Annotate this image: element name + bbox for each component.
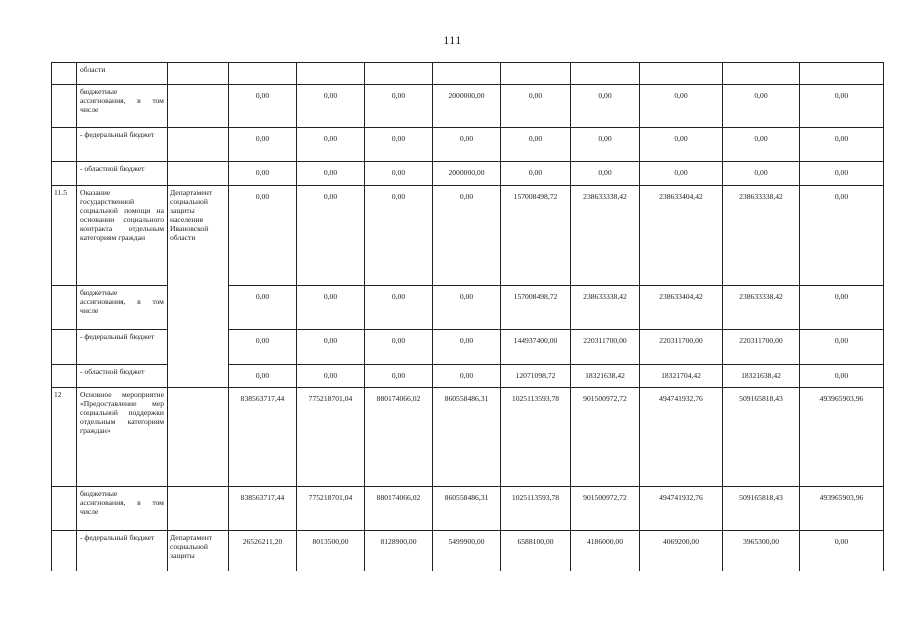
value-cell: 0,00 xyxy=(800,286,884,330)
value-cell: 0,00 xyxy=(297,85,365,128)
value-cell: 0,00 xyxy=(501,85,571,128)
row-index xyxy=(52,531,77,571)
row-organization xyxy=(168,85,229,128)
value-cell: 494741932,76 xyxy=(640,487,723,531)
value-cell: 0,00 xyxy=(433,186,501,286)
value-cell: 220311700,00 xyxy=(723,330,800,365)
row-description: - федеральный бюджет xyxy=(77,531,168,571)
value-cell: 0,00 xyxy=(800,531,884,571)
value-cell: 4069200,00 xyxy=(640,531,723,571)
value-cell: 220311700,00 xyxy=(640,330,723,365)
value-cell: 0,00 xyxy=(501,128,571,162)
value-cell: 0,00 xyxy=(433,365,501,388)
value-cell: 0,00 xyxy=(640,162,723,186)
value-cell: 0,00 xyxy=(229,85,297,128)
value-cell xyxy=(571,63,640,85)
value-cell: 0,00 xyxy=(800,186,884,286)
value-cell: 0,00 xyxy=(365,365,433,388)
row-index xyxy=(52,330,77,365)
table-row xyxy=(52,487,884,531)
value-cell: 4186000,00 xyxy=(571,531,640,571)
row-description: бюджетные ассигнования, в том числе xyxy=(77,85,168,128)
value-cell: 0,00 xyxy=(571,162,640,186)
row-description: - областной бюджет xyxy=(77,162,168,186)
value-cell: 1025113593,78 xyxy=(501,487,571,531)
value-cell: 3965300,00 xyxy=(723,531,800,571)
value-cell: 238633338,42 xyxy=(723,186,800,286)
row-description: Оказание государственной социальной помощи на основании социального контракта отдельным категориям граждан xyxy=(77,186,168,286)
value-cell: 0,00 xyxy=(640,128,723,162)
row-description: бюджетные ассигнования, в том числе xyxy=(77,286,168,330)
value-cell: 0,00 xyxy=(433,286,501,330)
value-cell: 0,00 xyxy=(297,186,365,286)
value-cell: 0,00 xyxy=(800,128,884,162)
value-cell xyxy=(501,63,571,85)
value-cell xyxy=(723,63,800,85)
row-organization xyxy=(168,128,229,162)
value-cell: 880174066,02 xyxy=(365,388,433,487)
row-description: - федеральный бюджет xyxy=(77,128,168,162)
value-cell xyxy=(800,63,884,85)
value-cell: 0,00 xyxy=(433,330,501,365)
value-cell: 5499900,00 xyxy=(433,531,501,571)
value-cell: 493965903,96 xyxy=(800,388,884,487)
row-index: 12 xyxy=(52,388,77,487)
value-cell: 238633338,42 xyxy=(723,286,800,330)
value-cell: 18321638,42 xyxy=(571,365,640,388)
page-number: 111 xyxy=(443,33,462,47)
table-row xyxy=(52,85,884,128)
row-description: бюджетные ассигнования, в том числе xyxy=(77,487,168,531)
value-cell: 0,00 xyxy=(297,286,365,330)
row-organization: Департамент социальной защиты xyxy=(168,531,229,571)
value-cell: 238633404,42 xyxy=(640,286,723,330)
value-cell: 0,00 xyxy=(800,365,884,388)
value-cell: 8013500,00 xyxy=(297,531,365,571)
value-cell: 144937400,00 xyxy=(501,330,571,365)
value-cell xyxy=(640,63,723,85)
row-index xyxy=(52,63,77,85)
value-cell: 838563717,44 xyxy=(229,487,297,531)
value-cell: 2000000,00 xyxy=(433,162,501,186)
value-cell: 0,00 xyxy=(365,128,433,162)
value-cell: 238633404,42 xyxy=(640,186,723,286)
value-cell: 509165818,43 xyxy=(723,388,800,487)
row-organization xyxy=(168,487,229,531)
value-cell: 0,00 xyxy=(229,365,297,388)
row-organization: Департамент социальной защиты населения Ивановской области xyxy=(168,186,229,388)
row-description: Основное мероприятие «Предоставление мер социальной поддержки отдельным категориям граждан» xyxy=(77,388,168,487)
value-cell: 0,00 xyxy=(723,128,800,162)
table-row xyxy=(52,186,884,286)
value-cell: 0,00 xyxy=(571,128,640,162)
row-description: - областной бюджет xyxy=(77,365,168,388)
row-index xyxy=(52,286,77,330)
value-cell: 0,00 xyxy=(800,85,884,128)
value-cell: 0,00 xyxy=(297,128,365,162)
table-row xyxy=(52,531,884,571)
row-description: - федеральный бюджет xyxy=(77,330,168,365)
value-cell: 838563717,44 xyxy=(229,388,297,487)
value-cell: 860558486,31 xyxy=(433,487,501,531)
value-cell: 0,00 xyxy=(229,162,297,186)
row-organization xyxy=(168,388,229,487)
table-row xyxy=(52,388,884,487)
value-cell: 860558486,31 xyxy=(433,388,501,487)
value-cell: 0,00 xyxy=(297,162,365,186)
budget-table xyxy=(51,62,884,571)
value-cell: 0,00 xyxy=(229,186,297,286)
value-cell: 0,00 xyxy=(365,162,433,186)
row-index xyxy=(52,487,77,531)
value-cell: 493965903,96 xyxy=(800,487,884,531)
value-cell xyxy=(433,63,501,85)
value-cell: 1025113593,78 xyxy=(501,388,571,487)
value-cell: 0,00 xyxy=(297,330,365,365)
value-cell: 238633338,42 xyxy=(571,186,640,286)
value-cell: 509165818,43 xyxy=(723,487,800,531)
row-index xyxy=(52,85,77,128)
table-row xyxy=(52,63,884,85)
value-cell xyxy=(365,63,433,85)
table-row xyxy=(52,128,884,162)
table-row xyxy=(52,162,884,186)
value-cell: 0,00 xyxy=(297,365,365,388)
value-cell: 0,00 xyxy=(229,286,297,330)
value-cell: 157008498,72 xyxy=(501,286,571,330)
row-organization xyxy=(168,63,229,85)
value-cell: 494741932,76 xyxy=(640,388,723,487)
value-cell: 0,00 xyxy=(800,162,884,186)
value-cell: 0,00 xyxy=(229,330,297,365)
value-cell: 26526211,20 xyxy=(229,531,297,571)
value-cell: 157008498,72 xyxy=(501,186,571,286)
row-index xyxy=(52,365,77,388)
value-cell: 18321638,42 xyxy=(723,365,800,388)
value-cell: 12071098,72 xyxy=(501,365,571,388)
value-cell xyxy=(297,63,365,85)
row-index xyxy=(52,162,77,186)
value-cell: 0,00 xyxy=(800,330,884,365)
value-cell: 2000000,00 xyxy=(433,85,501,128)
row-description: области xyxy=(77,63,168,85)
row-index xyxy=(52,128,77,162)
value-cell: 238633338,42 xyxy=(571,286,640,330)
value-cell: 0,00 xyxy=(433,128,501,162)
value-cell: 8128900,00 xyxy=(365,531,433,571)
value-cell: 220311700,00 xyxy=(571,330,640,365)
row-index: 11.5 xyxy=(52,186,77,286)
value-cell: 18321704,42 xyxy=(640,365,723,388)
value-cell: 0,00 xyxy=(365,286,433,330)
row-organization xyxy=(168,162,229,186)
value-cell: 0,00 xyxy=(640,85,723,128)
value-cell: 901500972,72 xyxy=(571,388,640,487)
value-cell: 0,00 xyxy=(571,85,640,128)
value-cell: 775218701,04 xyxy=(297,487,365,531)
value-cell: 880174066,02 xyxy=(365,487,433,531)
value-cell: 775218701,04 xyxy=(297,388,365,487)
value-cell: 0,00 xyxy=(229,128,297,162)
value-cell: 901500972,72 xyxy=(571,487,640,531)
value-cell: 0,00 xyxy=(501,162,571,186)
value-cell: 0,00 xyxy=(723,162,800,186)
value-cell: 0,00 xyxy=(365,186,433,286)
value-cell: 0,00 xyxy=(365,330,433,365)
table-body xyxy=(52,63,884,571)
value-cell: 0,00 xyxy=(365,85,433,128)
value-cell: 6588100,00 xyxy=(501,531,571,571)
value-cell xyxy=(229,63,297,85)
value-cell: 0,00 xyxy=(723,85,800,128)
